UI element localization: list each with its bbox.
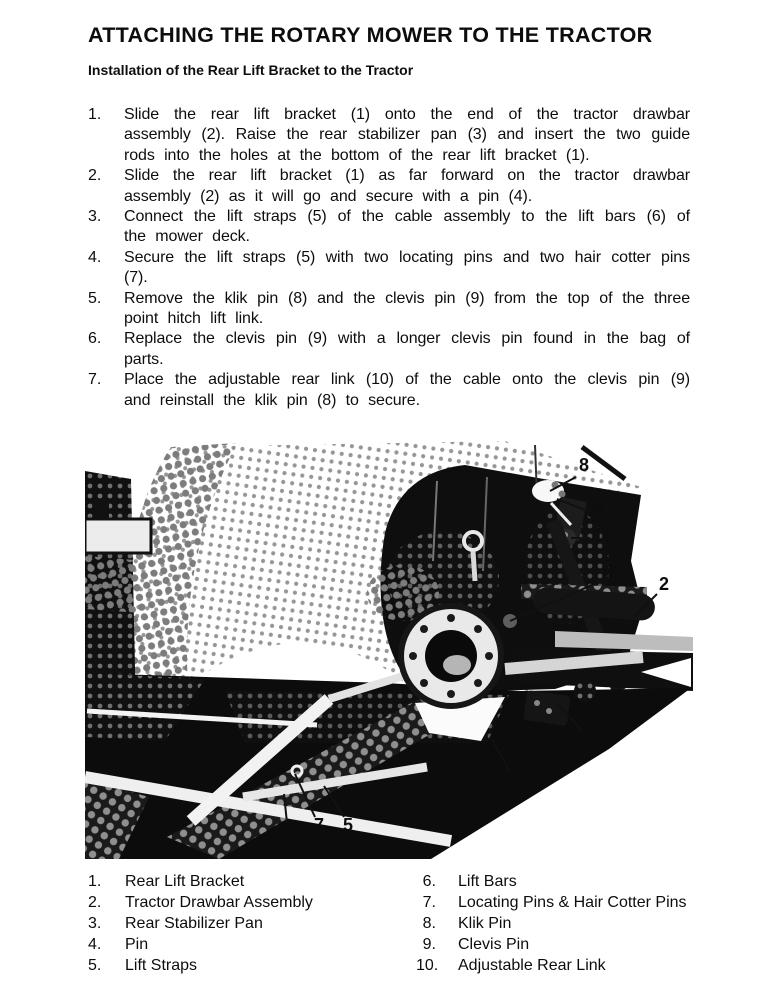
legend-label: Pin — [125, 936, 149, 953]
section-subtitle: Installation of the Rear Lift Bracket to the Tractor — [88, 62, 414, 78]
step-item-4 — [88, 248, 690, 289]
step-text: Slide the rear lift bracket (1) as far forward on the tractor drawbar assembly (2) as it will go and secure with a pin (4). — [124, 167, 690, 205]
legend-label: Clevis Pin — [458, 936, 530, 953]
legend-number: 7. — [422, 894, 436, 911]
callout-2: 2 — [658, 574, 670, 594]
step-text: Slide the rear lift bracket (1) onto the end of the tractor drawbar assembly (2). Raise the rear stabilizer pan (3) and insert the two guide rods into the holes at the bottom of the rear lift bracket (1). — [124, 106, 690, 164]
step-number: 1. — [88, 106, 102, 123]
step-number: 7. — [88, 371, 102, 389]
step-text: Replace the clevis pin (9) with a longer clevis pin found in the bag of parts. — [124, 330, 690, 368]
legend-label: Tractor Drawbar Assembly — [125, 894, 313, 911]
parts-legend-left-column — [88, 871, 313, 976]
legend-number: 2. — [88, 894, 102, 911]
legend-item-9 — [416, 934, 687, 955]
halftone-photo-illustration — [85, 441, 707, 862]
callout-10: 10 — [592, 526, 614, 546]
callout-1: 1 — [583, 725, 595, 745]
legend-label: Lift Bars — [458, 873, 517, 890]
legend-number: 4. — [88, 936, 102, 953]
callout-6: 6 — [283, 821, 295, 841]
step-item-1 — [88, 105, 690, 166]
parts-legend-right-column — [416, 871, 687, 976]
legend-item-7 — [416, 892, 687, 913]
legend-item-3 — [88, 913, 313, 934]
step-item-7 — [88, 370, 690, 411]
callout-3: 3 — [509, 767, 521, 787]
step-item-6 — [88, 329, 690, 370]
callout-7: 7 — [313, 815, 325, 835]
legend-number: 6. — [422, 873, 436, 890]
instruction-steps — [88, 105, 690, 411]
legend-number: 8. — [422, 915, 436, 932]
step-item-5 — [88, 289, 690, 330]
legend-item-5 — [88, 955, 313, 976]
callout-5: 5 — [342, 815, 354, 835]
step-text: Place the adjustable rear link (10) of the cable onto the clevis pin (9) and reinstall the klik pin (8) to secure. — [124, 371, 690, 409]
legend-label: Lift Straps — [125, 957, 198, 974]
legend-item-1 — [88, 871, 313, 892]
step-number: 3. — [88, 208, 102, 226]
legend-number: 9. — [422, 936, 436, 953]
legend-item-10 — [416, 955, 687, 976]
step-item-3 — [88, 207, 690, 248]
step-number: 6. — [88, 330, 102, 348]
step-number: 5. — [88, 289, 102, 307]
callout-4: 4 — [602, 561, 614, 581]
legend-item-2 — [88, 892, 313, 913]
legend-label: Locating Pins & Hair Cotter Pins — [458, 894, 687, 911]
legend-number: 1. — [88, 873, 102, 890]
step-text: Connect the lift straps (5) of the cable assembly to the lift bars (6) of the mower deck. — [124, 208, 690, 246]
legend-number: 10. — [416, 957, 439, 974]
legend-label: Rear Stabilizer Pan — [125, 915, 263, 932]
callout-9: 9 — [593, 501, 605, 521]
legend-item-8 — [416, 913, 687, 934]
legend-item-6 — [416, 871, 687, 892]
legend-label: Adjustable Rear Link — [458, 957, 606, 974]
tractor-photo-figure — [85, 441, 707, 862]
callout-8: 8 — [578, 455, 590, 475]
legend-label: Klik Pin — [458, 915, 512, 932]
step-text: Secure the lift straps (5) with two locating pins and two hair cotter pins (7). — [124, 248, 690, 287]
step-number: 2. — [88, 167, 102, 185]
step-number: 4. — [88, 248, 102, 266]
step-text: Remove the klik pin (8) and the clevis pin (9) from the top of the three point hitch lift link. — [124, 289, 690, 328]
legend-item-4 — [88, 934, 313, 955]
legend-label: Rear Lift Bracket — [125, 873, 245, 890]
legend-number: 3. — [88, 915, 102, 932]
step-item-2 — [88, 166, 690, 207]
page-title: ATTACHING THE ROTARY MOWER TO THE TRACTOR — [88, 23, 653, 47]
legend-number: 5. — [88, 957, 102, 974]
